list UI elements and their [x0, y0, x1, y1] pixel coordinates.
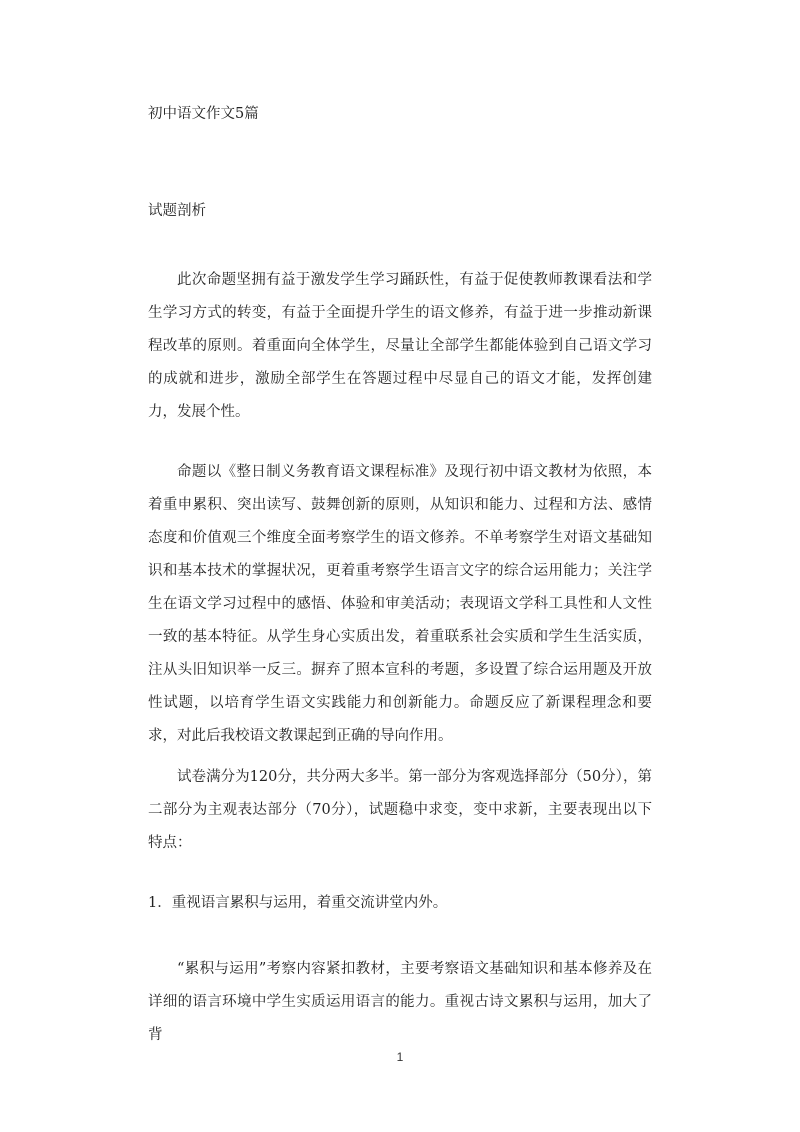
page-number: 1	[396, 1050, 404, 1064]
point-1-heading: 1．重视语言累积与运用，着重交流讲堂内外。	[148, 895, 448, 911]
paragraph-4: “累积与运用”考察内容紧扣教材，主要考察语文基础知识和基本修养及在详细的语言环境中学生实质运用语言的能力。重视古诗文累积与运用，加大了背	[148, 961, 652, 1043]
paragraph-1: 此次命题坚拥有益于激发学生学习踊跃性，有益于促使教师教课看法和学生学习方式的转变，有益于全面提升学生的语文修养，有益于进一步推动新课程改革的原则。着重面向全体学生，尽量让全部学生都能体验到自己语文学习的成就和进步，激励全部学生在答题过程中尽显自己的语文才能，发挥创建力，发展个性。	[148, 272, 652, 420]
section-heading: 试题剖析	[148, 203, 206, 219]
paragraph-2: 命题以《整日制义务教育语文课程标准》及现行初中语文教材为依照，本着重申累积、突出读写、鼓舞创新的原则，从知识和能力、过程和方法、感情态度和价值观三个维度全面考察学生的语文修养。不单考察学生对语文基础知识和基本技术的掌握状况，更着重考察学生语言文字的综合运用能力；关注学生在语文学习过程中的感悟、体验和审美活动；表现语文学科工具性和人文性一致的基本特征。从学生身心实质出发，着重联系社会实质和学生生活实质，注从头旧知识举一反三。摒弃了照本宣科的考题，多设置了综合运用题及开放性试题，以培育学生语文实践能力和创新能力。命题反应了新课程理念和要求，对此后我校语文教课起到正确的导向作用。	[148, 464, 652, 744]
document-title: 初中语文作文5篇	[148, 106, 259, 122]
paragraph-3: 试卷满分为120分，共分两大多半。第一部分为客观选择部分（50分），第二部分为主观表达部分（70分），试题稳中求变，变中求新，主要表现出以下特点：	[148, 769, 652, 851]
